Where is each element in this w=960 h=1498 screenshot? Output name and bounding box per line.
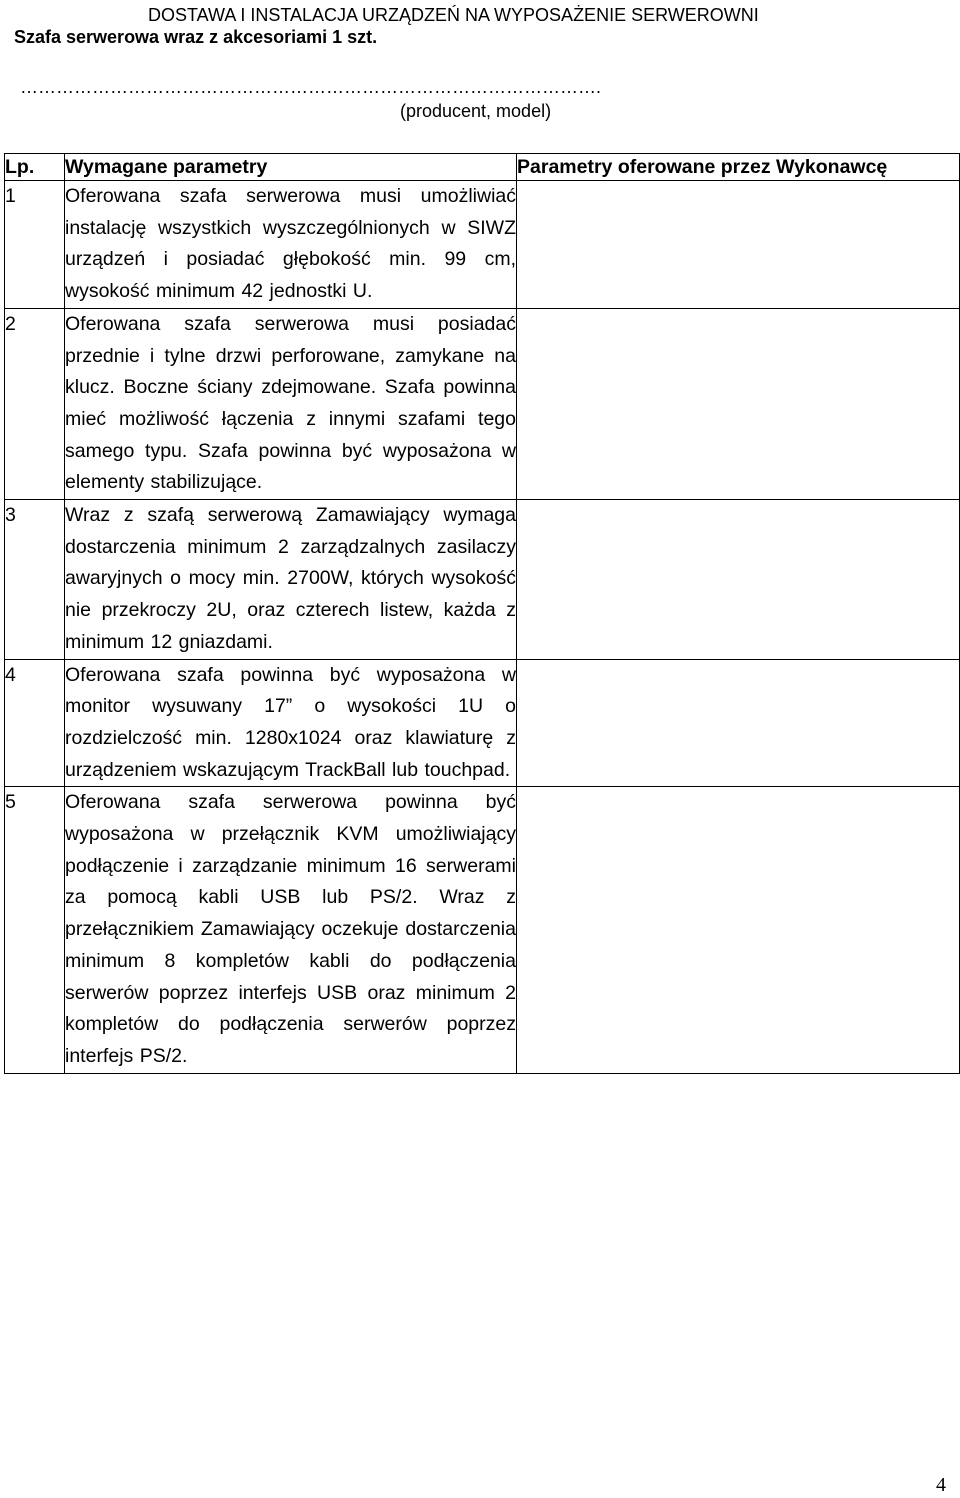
table-header-row (5, 154, 960, 181)
row-requirement-text: Oferowana szafa serwerowa musi umożliwiać instalację wszystkich wyszczególnionych w SIWZ urządzeń i posiadać głębokość min. 99 cm, wysokość minimum 42 jednostki U. (65, 181, 517, 309)
document-subtitle: Szafa serwerowa wraz z akcesoriami 1 szt. (14, 27, 378, 47)
row-number: 5 (5, 787, 65, 1073)
producent-model-label: (producent, model) (400, 101, 552, 121)
page-number: 4 (936, 1474, 946, 1496)
row-number: 2 (5, 308, 65, 499)
row-requirement-text: Wraz z szafą serwerową Zamawiający wymaga dostarczenia minimum 2 zarządzalnych zasilaczy awaryjnych o mocy min. 2700W, których wysokość nie przekroczy 2U, oraz czterech listew, każda z minimum 12 gniazdami. (65, 500, 517, 660)
row-number: 3 (5, 500, 65, 660)
row-offer-cell[interactable] (517, 181, 960, 309)
table-row (5, 181, 960, 309)
row-requirement-text: Oferowana szafa serwerowa powinna być wyposażona w przełącznik KVM umożliwiający podłączenie i zarządzanie minimum 16 serwerami za pomocą kabli USB lub PS/2. Wraz z przełącznikiem Zamawiający oczekuje dostarczenia minimum 8 kompletów kabli do podłączenia serwerów poprzez interfejs USB oraz minimum 2 kompletów do podłączenia serwerów poprzez interfejs PS/2. (65, 787, 517, 1073)
document-title: DOSTAWA I INSTALACJA URZĄDZEŃ NA WYPOSAŻENIE SERWEROWNI (148, 5, 759, 25)
table-row (5, 500, 960, 660)
header-required-parameters: Wymagane parametry (65, 154, 517, 181)
row-number: 1 (5, 181, 65, 309)
row-offer-cell[interactable] (517, 308, 960, 499)
producent-fill-line: ……………………………………………………………………………………. (20, 77, 602, 97)
table-row (5, 659, 960, 787)
table-row (5, 787, 960, 1073)
row-offer-cell[interactable] (517, 787, 960, 1073)
header-offered-parameters: Parametry oferowane przez Wykonawcę (517, 154, 960, 181)
row-requirement-text: Oferowana szafa serwerowa musi posiadać przednie i tylne drzwi perforowane, zamykane na klucz. Boczne ściany zdejmowane. Szafa powinna mieć możliwość łączenia z innymi szafami tego samego typu. Szafa powinna być wyposażona w elementy stabilizujące. (65, 308, 517, 499)
parameters-table (4, 153, 960, 1074)
row-offer-cell[interactable] (517, 659, 960, 787)
row-number: 4 (5, 659, 65, 787)
row-requirement-text: Oferowana szafa powinna być wyposażona w monitor wysuwany 17” o wysokości 1U o rozdzielczość min. 1280x1024 oraz klawiaturę z urządzeniem wskazującym TrackBall lub touchpad. (65, 659, 517, 787)
header-lp: Lp. (5, 154, 65, 181)
table-row (5, 308, 960, 499)
row-offer-cell[interactable] (517, 500, 960, 660)
